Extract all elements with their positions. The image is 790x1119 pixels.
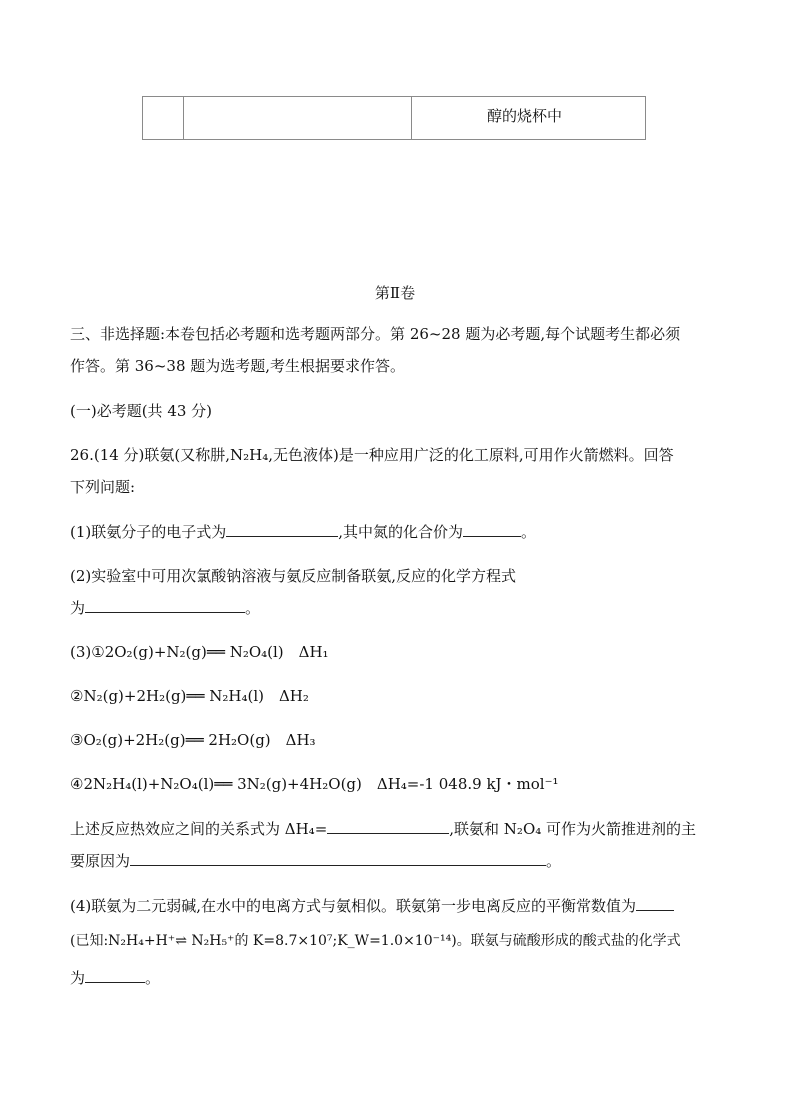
part4-text-a: (4)联氨为二元弱碱,在水中的电离方式与氨相似。联氨第一步电离反应的平衡常数值为: [70, 897, 637, 915]
answer-blank-constant[interactable]: [636, 896, 674, 911]
equation-1: (3)①2O₂(g)+N₂(g)══ N₂O₄(l) ΔH₁: [70, 643, 329, 661]
part2-text: 为: [70, 599, 86, 617]
part1-text-a: (1)联氨分子的电子式为: [70, 523, 227, 541]
answer-blank-reason[interactable]: [130, 851, 546, 866]
answer-blank-valence[interactable]: [463, 522, 521, 537]
part1-end: 。: [521, 523, 537, 541]
q26-part2-line1: (2)实验室中可用次氯酸钠溶液与氨反应制备联氨,反应的化学方程式: [70, 567, 517, 585]
part1-text-b: ,其中氮的化合价为: [338, 523, 464, 541]
part4-end: 。: [145, 969, 161, 987]
part3-text-a: 上述反应热效应之间的关系式为 ΔH₄=: [70, 820, 328, 838]
q26-line-1: 26.(14 分)联氨(又称肼,N₂H₄,无色液体)是一种应用广泛的化工原料,可用作火箭燃料。回答: [70, 446, 674, 464]
answer-blank-equation[interactable]: [85, 598, 245, 613]
part4-text-c: 为: [70, 969, 86, 987]
table-cell-1: [143, 97, 184, 140]
section-title: 第Ⅱ卷: [374, 284, 416, 302]
q26-part1: [70, 522, 536, 542]
answer-table-fragment: [142, 96, 646, 140]
intro-line-1: 三、非选择题:本卷包括必考题和选考题两部分。第 26~28 题为必考题,每个试题考生都必须: [70, 325, 681, 343]
answer-blank-relation[interactable]: [327, 819, 449, 834]
part3-text-c: 要原因为: [70, 852, 131, 870]
required-header: (一)必考题(共 43 分): [70, 402, 213, 420]
intro-line-2: 作答。第 36~38 题为选考题,考生根据要求作答。: [70, 357, 406, 375]
part3-text-b: ,联氨和 N₂O₄ 可作为火箭推进剂的主: [449, 820, 697, 838]
equation-2: ②N₂(g)+2H₂(g)══ N₂H₄(l) ΔH₂: [70, 687, 309, 705]
q26-line-2: 下列问题:: [70, 478, 136, 496]
table-cell-3: 醇的烧杯中: [412, 97, 646, 140]
part3-end: 。: [546, 852, 562, 870]
q26-part2-line2: [70, 598, 260, 618]
q26-part4-line3: [70, 968, 160, 988]
equation-4: ④2N₂H₄(l)+N₂O₄(l)══ 3N₂(g)+4H₂O(g) ΔH₄=-1 048.9 kJ・mol⁻¹: [70, 775, 559, 793]
q26-part3-line1: [70, 819, 696, 839]
q26-part3-line2: [70, 851, 561, 871]
answer-blank-acid-salt[interactable]: [85, 968, 145, 983]
q26-part4-line1: [70, 896, 674, 916]
part2-end: 。: [245, 599, 261, 617]
equation-3: ③O₂(g)+2H₂(g)══ 2H₂O(g) ΔH₃: [70, 731, 316, 749]
answer-blank-electron-formula[interactable]: [226, 522, 338, 537]
q26-part4-line2: (已知:N₂H₄+H⁺⇌ N₂H₅⁺的 K=8.7×10⁷;K_W=1.0×10⁻¹⁴)。联氨与硫酸形成的酸式盐的化学式: [70, 933, 681, 949]
table-cell-2: [184, 97, 412, 140]
